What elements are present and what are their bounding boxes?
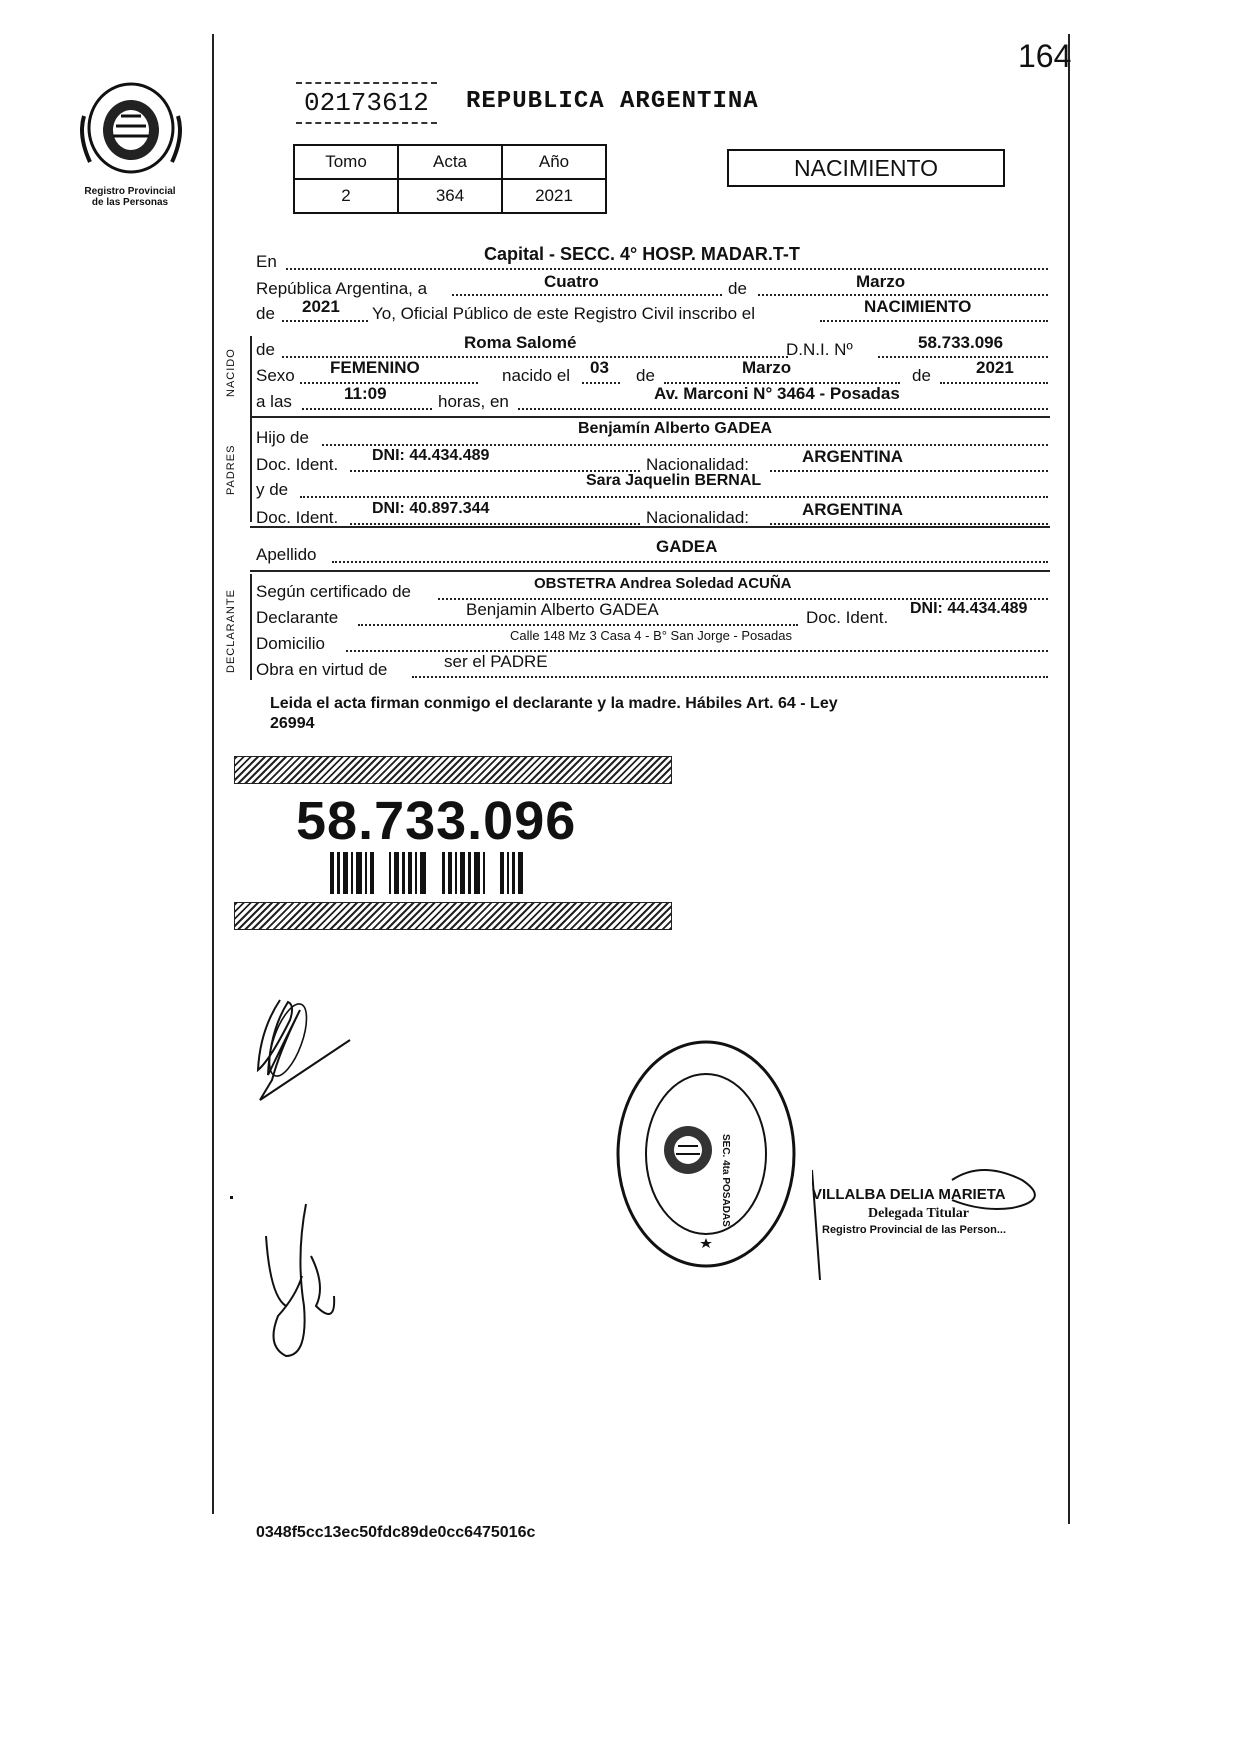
registry-caption-line2: de las Personas [91, 197, 169, 208]
value-sexo: FEMENINO [330, 358, 420, 377]
section-bar-padres [250, 418, 252, 522]
label-en: En [256, 252, 277, 271]
document-hash: 0348f5cc13ec50fdc89de0cc6475016c [256, 1524, 536, 1541]
record-table [293, 144, 607, 214]
dots-madre-nac [770, 523, 1048, 525]
label-de-year: de [256, 304, 275, 323]
label-republica: República Argentina, a [256, 279, 428, 298]
dots-apellido [332, 561, 1048, 563]
value-dia: Cuatro [544, 272, 599, 291]
security-band-top [234, 756, 672, 784]
value-lugar: Capital - SECC. 4° HOSP. MADAR.T-T [484, 244, 800, 264]
value-anio: 2021 [302, 297, 340, 316]
official-name: VILLALBA DELIA MARIETA [812, 1186, 1006, 1203]
value-nac-mes: Marzo [742, 358, 792, 377]
official-signature [812, 1160, 1062, 1280]
barcode-icon [330, 852, 526, 894]
mother-signature [256, 1196, 346, 1366]
value-padre: Benjamín Alberto GADEA [578, 420, 773, 437]
label-declarante: Declarante [256, 608, 339, 627]
left-margin-line [212, 34, 214, 1514]
serial-number-text: 02173612 [304, 88, 429, 118]
value-dni: 58.733.096 [918, 333, 1004, 352]
label-de-name: de [256, 340, 275, 359]
label-de-month: de [728, 279, 747, 298]
label-hijo-de: Hijo de [256, 428, 309, 447]
label-a-las: a las [256, 392, 292, 411]
country-title: REPUBLICA ARGENTINA [466, 88, 759, 115]
value-nombre: Roma Salomé [464, 333, 577, 352]
value-apellido: GADEA [656, 537, 718, 556]
value-madre-doc: DNI: 40.897.344 [372, 500, 490, 517]
dots-en [286, 268, 1048, 270]
value-padre-nac: ARGENTINA [802, 447, 904, 466]
record-table-value-acta: 364 [398, 179, 502, 213]
official-stamp [614, 1038, 798, 1270]
dots-declarante [358, 624, 798, 626]
serial-number [296, 82, 437, 124]
label-sexo: Sexo [256, 366, 295, 385]
label-segun-certificado: Según certificado de [256, 582, 411, 601]
section-label-declarante: DECLARANTE [225, 589, 237, 673]
value-madre: Sara Jaquelin BERNAL [586, 472, 762, 489]
value-tipo: NACIMIENTO [864, 297, 972, 316]
dots-nac-anio [940, 382, 1048, 384]
label-yo-oficial: Yo, Oficial Público de este Registro Civil inscribo el [372, 304, 755, 323]
label-doc-ident-1: Doc. Ident. [256, 455, 339, 474]
dots-madre-doc [350, 523, 640, 525]
official-role: Delegada Titular [868, 1206, 969, 1221]
value-hora: 11:09 [344, 384, 387, 403]
record-table-header-tomo: Tomo [294, 145, 398, 179]
divider-1 [250, 416, 1050, 418]
dots-madre [300, 496, 1048, 498]
dots-dni [878, 356, 1048, 358]
right-margin-line [1068, 34, 1070, 1524]
divider-2 [250, 526, 1050, 528]
section-bar-declarante [250, 574, 252, 680]
value-padre-doc: DNI: 44.434.489 [372, 447, 490, 464]
value-declarante-doc: DNI: 44.434.489 [910, 600, 1028, 617]
label-y-de: y de [256, 480, 289, 499]
dots-dia [452, 294, 722, 296]
label-obra-en-virtud: Obra en virtud de [256, 660, 388, 679]
label-domicilio: Domicilio [256, 634, 325, 653]
dots-anio [282, 320, 368, 322]
security-band-bottom [234, 902, 672, 930]
dots-sexo [300, 382, 478, 384]
label-horas-en: horas, en [438, 392, 509, 411]
record-table-header-acta: Acta [398, 145, 502, 179]
dots-padre [322, 444, 1048, 446]
province-seal-icon [76, 76, 186, 184]
stamp-inner-text: SEC. 4ta POSADAS [720, 1134, 731, 1227]
registry-caption-line1: Registro Provincial [84, 186, 176, 197]
value-domicilio: Calle 148 Mz 3 Casa 4 - B° San Jorge - Posadas [510, 628, 792, 643]
registry-caption [60, 186, 200, 208]
label-de-2: de [912, 366, 931, 385]
section-label-padres: PADRES [225, 444, 237, 495]
id-number: 58.733.096 [296, 791, 577, 851]
value-obra: ser el PADRE [444, 652, 548, 671]
divider-3 [250, 570, 1050, 572]
label-doc-ident-2: Doc. Ident. [256, 508, 339, 527]
official-office: Registro Provincial de las Person... [822, 1224, 1007, 1236]
value-madre-nac: ARGENTINA [802, 500, 904, 519]
dots-padre-nac [770, 470, 1048, 472]
section-bar-nacido [250, 336, 252, 416]
reading-note [270, 694, 838, 734]
value-nac-dia: 03 [590, 358, 609, 377]
value-certificado: OBSTETRA Andrea Soledad ACUÑA [534, 575, 792, 592]
record-table-value-tomo: 2 [294, 179, 398, 213]
dots-mes [758, 294, 1048, 296]
label-doc-ident-3: Doc. Ident. [806, 608, 889, 627]
value-lugar-nac: Av. Marconi N° 3464 - Posadas [654, 384, 900, 403]
record-table-header-row [294, 145, 606, 179]
declarant-signature [250, 990, 360, 1110]
reading-note-line1: Leida el acta firman conmigo el declarante y la madre. Hábiles Art. 64 - Ley [270, 695, 838, 712]
section-label-nacido: NACIDO [225, 348, 237, 397]
dots-hora [302, 408, 432, 410]
label-apellido: Apellido [256, 545, 317, 564]
value-nac-anio: 2021 [976, 358, 1014, 377]
label-nacionalidad-2: Nacionalidad: [646, 508, 750, 527]
record-table-value-anio: 2021 [502, 179, 606, 213]
dots-lugar-nac [518, 408, 1048, 410]
dots-tipo [820, 320, 1048, 322]
value-declarante: Benjamin Alberto GADEA [466, 600, 659, 619]
record-type-text: NACIMIENTO [794, 155, 938, 181]
label-dni: D.N.I. Nº [786, 340, 853, 359]
label-nacionalidad-1: Nacionalidad: [646, 455, 750, 474]
value-mes: Marzo [856, 272, 906, 291]
reading-note-line2: 26994 [270, 715, 315, 732]
stray-mark [230, 1196, 233, 1199]
dots-nac-dia [582, 382, 620, 384]
dots-obra [412, 676, 1048, 678]
label-nacido-el: nacido el [502, 366, 571, 385]
record-type-box [727, 149, 1005, 187]
page-number: 164 [1018, 38, 1072, 74]
record-table-header-anio: Año [502, 145, 606, 179]
label-de-1: de [636, 366, 655, 385]
record-table-value-row [294, 179, 606, 213]
